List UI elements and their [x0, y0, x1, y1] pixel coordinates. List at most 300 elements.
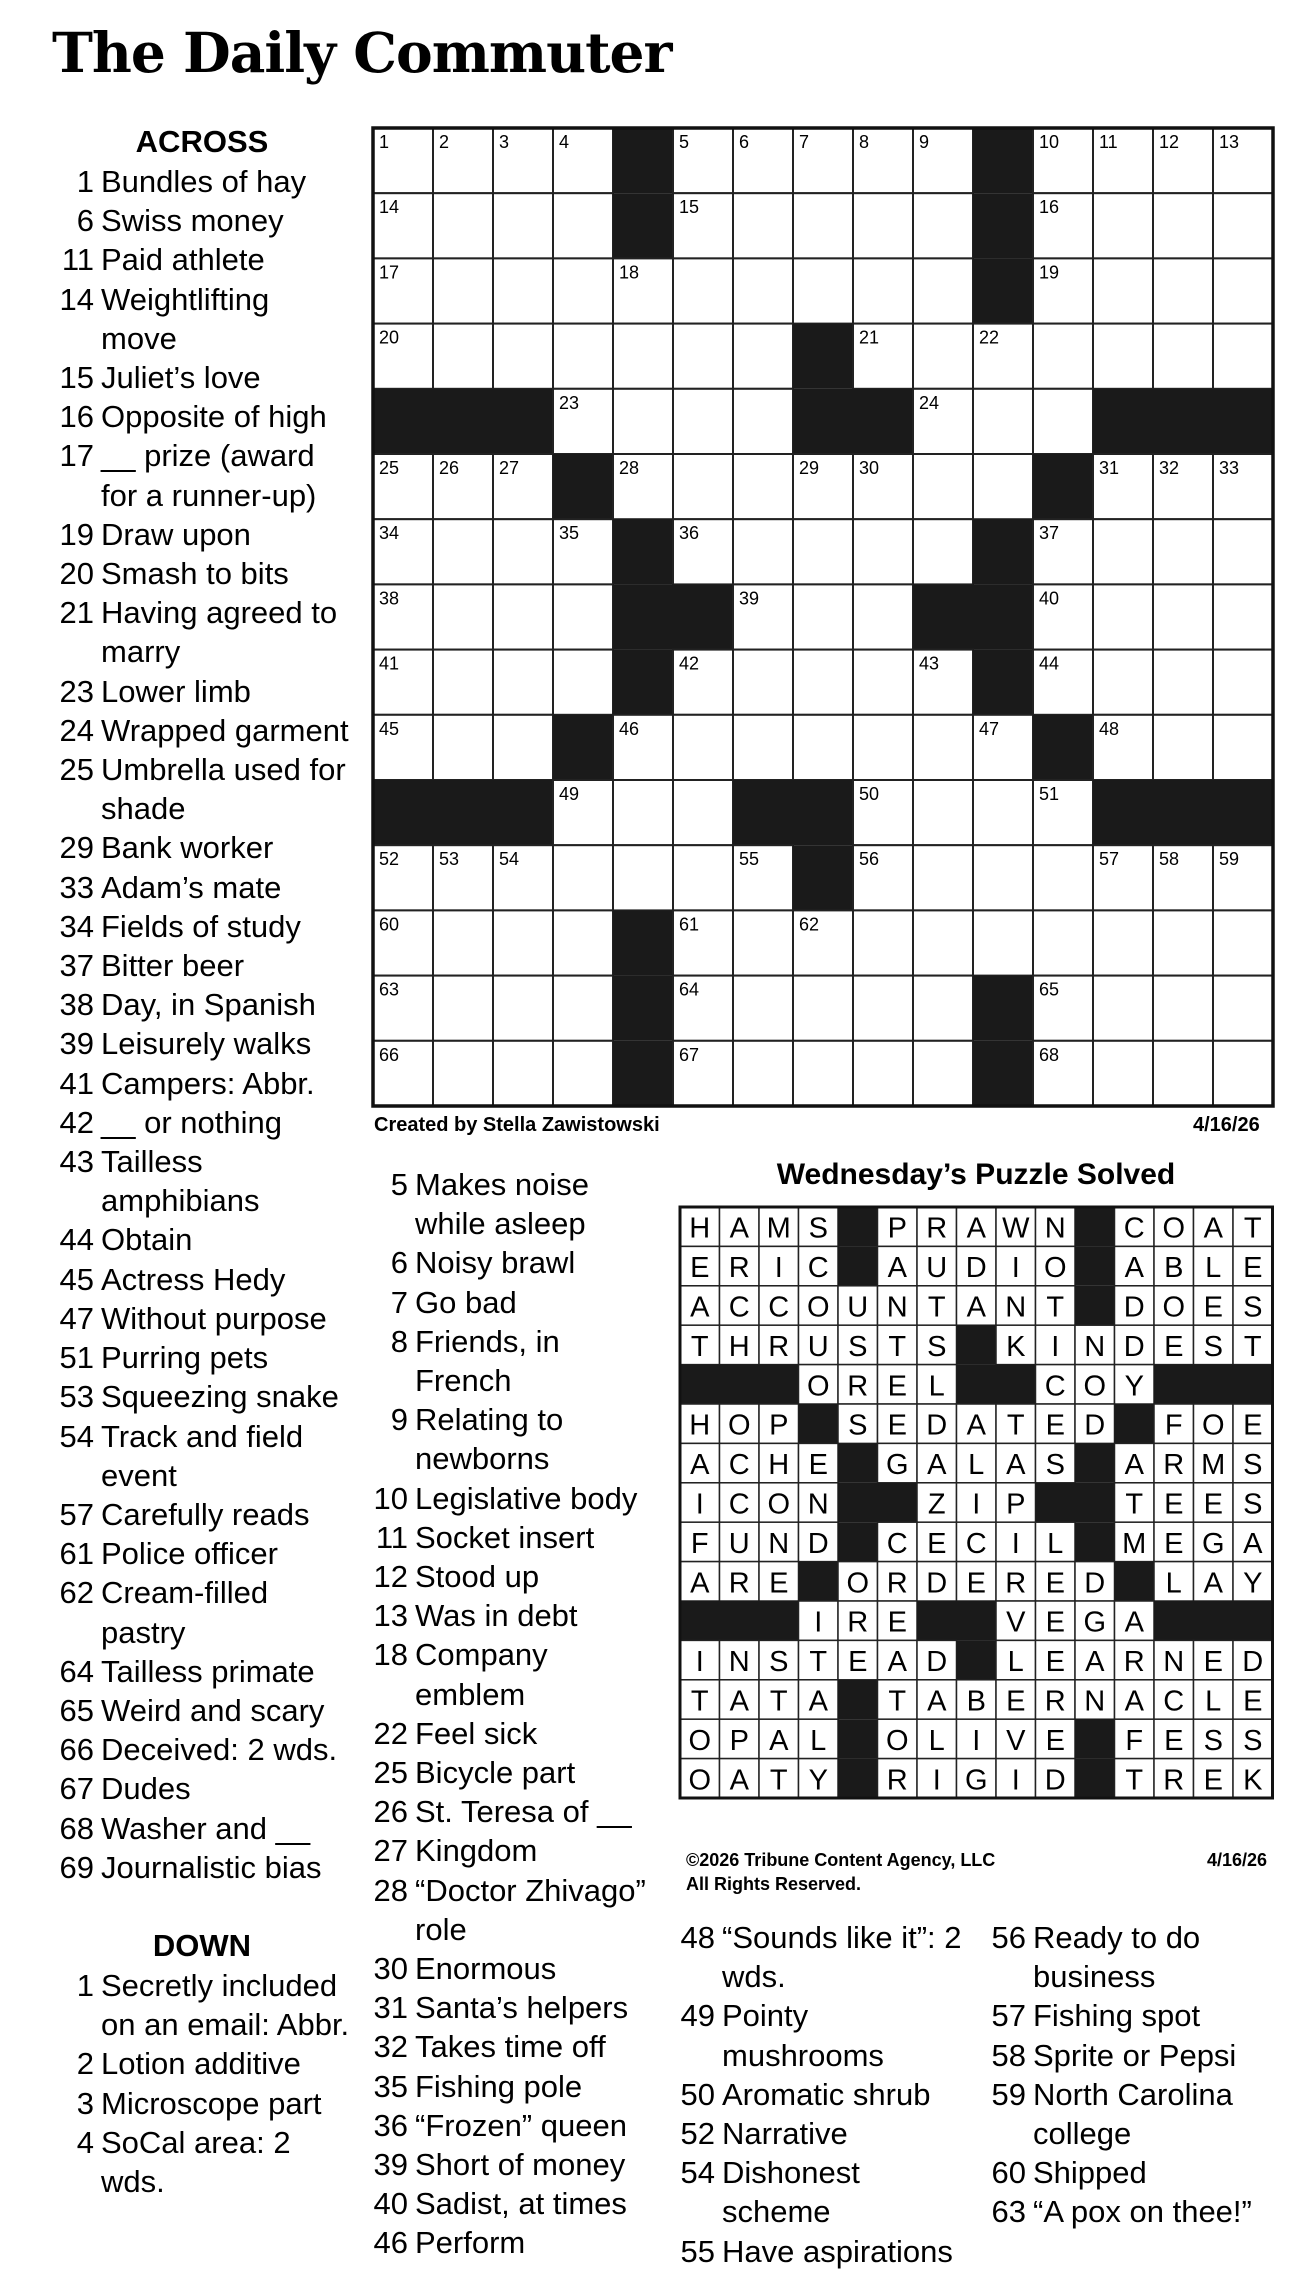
grid-cell[interactable]	[1093, 519, 1153, 584]
grid-cell[interactable]	[853, 910, 913, 975]
grid-cell[interactable]	[1033, 324, 1093, 389]
grid-cell[interactable]	[1213, 584, 1273, 649]
answer-letter: P	[887, 1212, 907, 1245]
black-square	[1213, 780, 1273, 845]
grid-cell[interactable]	[1153, 324, 1213, 389]
grid-cell[interactable]	[1213, 910, 1273, 975]
clue-number: 22	[373, 1715, 408, 1751]
grid-cell[interactable]	[553, 845, 613, 910]
answer-letter: L	[1047, 1527, 1064, 1560]
clue-number: 18	[373, 1637, 408, 1673]
grid-cell[interactable]	[1153, 650, 1213, 715]
clue-number: 68	[59, 1810, 94, 1846]
answer-letter: A	[1243, 1527, 1263, 1560]
clue-number: 31	[373, 1990, 408, 2026]
clue-number: 34	[59, 908, 94, 944]
cell-number: 8	[859, 132, 870, 152]
grid-cell[interactable]	[673, 715, 733, 780]
answer-letter: I	[972, 1488, 981, 1521]
clue-text: Makes noise while asleep	[415, 1167, 590, 1242]
cell-number: 43	[919, 653, 940, 674]
grid-cell[interactable]	[1153, 519, 1213, 584]
grid-cell[interactable]	[673, 258, 733, 323]
answer-letter: D	[1123, 1291, 1145, 1324]
answer-letter: A	[729, 1685, 749, 1718]
grid-cell[interactable]	[433, 976, 493, 1041]
clue-number: 40	[373, 2186, 408, 2222]
clue-text: Swiss money	[101, 203, 284, 239]
solved-date: 4/16/26	[1207, 1850, 1268, 1870]
grid-cell[interactable]	[853, 976, 913, 1041]
black-square	[1115, 1562, 1155, 1601]
clue-number: 69	[59, 1849, 94, 1885]
answer-letter: T	[1125, 1764, 1144, 1797]
clue-text: Paid athlete	[101, 242, 265, 278]
clue-text: Squeezing snake	[101, 1379, 339, 1415]
grid-cell[interactable]	[793, 976, 853, 1041]
cell-number: 6	[739, 132, 750, 152]
answer-letter: R	[886, 1764, 908, 1797]
grid-cell[interactable]	[553, 1041, 613, 1106]
cell-number: 32	[1159, 458, 1180, 478]
clue-text: Carefully reads	[101, 1496, 310, 1532]
black-square	[680, 1365, 720, 1404]
answer-letter: E	[1203, 1291, 1223, 1324]
grid-cell[interactable]	[1213, 976, 1273, 1041]
black-square	[793, 389, 853, 454]
clue-number: 5	[390, 1167, 408, 1202]
black-square	[1194, 1601, 1234, 1640]
grid-cell[interactable]	[613, 324, 673, 389]
grid-cell[interactable]	[493, 910, 553, 975]
black-square	[973, 584, 1033, 649]
black-square	[793, 845, 853, 910]
grid-cell[interactable]	[433, 324, 493, 389]
grid-cell[interactable]	[973, 454, 1033, 519]
answer-letter: S	[808, 1212, 828, 1245]
answer-letter: R	[1044, 1685, 1066, 1718]
grid-cell[interactable]	[733, 258, 793, 323]
grid-cell[interactable]	[493, 1041, 553, 1106]
grid-cell[interactable]	[1153, 258, 1213, 323]
grid-cell[interactable]	[733, 650, 793, 715]
grid-cell[interactable]	[853, 193, 913, 258]
answer-letter: T	[1243, 1330, 1262, 1363]
grid-cell[interactable]	[1213, 258, 1273, 323]
grid-cell[interactable]	[1093, 193, 1153, 258]
cell-number: 10	[1039, 132, 1060, 152]
clue-number: 29	[59, 830, 94, 866]
cell-number: 56	[859, 849, 880, 870]
answer-letter: E	[887, 1606, 907, 1639]
clue-number: 39	[373, 2147, 408, 2183]
grid-cell[interactable]	[433, 1041, 493, 1106]
answer-letter: C	[728, 1449, 750, 1482]
clue-number: 10	[373, 1480, 408, 1516]
clue-text: Bicycle part	[415, 1755, 576, 1791]
clue-text: Washer and __	[101, 1810, 311, 1846]
answer-letter: A	[729, 1764, 749, 1797]
answer-letter: O	[1162, 1212, 1186, 1245]
answer-letter: T	[769, 1685, 788, 1718]
answer-letter: O	[846, 1567, 870, 1600]
grid-cell[interactable]	[433, 910, 493, 975]
grid-cell[interactable]	[433, 715, 493, 780]
grid-cell[interactable]	[553, 650, 613, 715]
grid-cell[interactable]	[913, 976, 973, 1041]
answer-letter: O	[1083, 1370, 1107, 1403]
grid-cell[interactable]	[1153, 1041, 1213, 1106]
answer-letter: A	[1203, 1567, 1223, 1600]
grid-cell[interactable]	[1093, 1041, 1153, 1106]
cell-number: 28	[619, 458, 640, 478]
answer-letter: S	[1203, 1330, 1223, 1363]
cell-number: 11	[1099, 132, 1118, 152]
grid-cell[interactable]	[493, 324, 553, 389]
grid-cell[interactable]	[913, 519, 973, 584]
clue-text: “Sounds like it”: 2 wds.	[722, 1920, 962, 1995]
cell-number: 31	[1099, 458, 1120, 478]
answer-letter: G	[964, 1764, 988, 1797]
puzzle-grid	[373, 128, 1273, 1106]
answer-letter: E	[1164, 1330, 1184, 1363]
grid-cell[interactable]	[613, 389, 673, 454]
grid-cell[interactable]	[1153, 715, 1213, 780]
answer-letter: T	[769, 1764, 788, 1797]
grid-cell[interactable]	[853, 650, 913, 715]
black-square	[1233, 1365, 1273, 1404]
answer-letter: G	[1201, 1527, 1225, 1560]
grid-cell[interactable]	[493, 519, 553, 584]
clue-number: 26	[373, 1794, 408, 1830]
answer-letter: U	[807, 1330, 829, 1363]
across-heading: ACROSS	[135, 124, 269, 159]
answer-letter: N	[1044, 1212, 1066, 1245]
clue-number: 39	[59, 1026, 94, 1062]
grid-cell[interactable]	[1213, 193, 1273, 258]
grid-cell[interactable]	[913, 258, 973, 323]
grid-cell[interactable]	[613, 780, 673, 845]
cell-number: 26	[439, 458, 460, 478]
grid-cell[interactable]	[493, 584, 553, 649]
clue-text: Narrative	[722, 2116, 848, 2152]
clue-text: Bundles of hay	[101, 164, 307, 199]
grid-cell[interactable]	[733, 193, 793, 258]
grid-cell[interactable]	[553, 324, 613, 389]
answer-letter: R	[926, 1212, 948, 1245]
black-square	[996, 1365, 1036, 1404]
clue-number: 2	[76, 2046, 94, 2082]
grid-cell[interactable]	[673, 845, 733, 910]
grid-cell[interactable]	[733, 519, 793, 584]
grid-cell[interactable]	[853, 1041, 913, 1106]
answer-letter: U	[728, 1527, 750, 1560]
black-square	[973, 650, 1033, 715]
clue-text: Noisy brawl	[415, 1245, 576, 1281]
grid-cell[interactable]	[433, 519, 493, 584]
answer-letter: E	[1164, 1488, 1184, 1521]
black-square	[613, 519, 673, 584]
clue-text: Fishing spot	[1033, 1998, 1201, 2034]
cell-number: 34	[379, 523, 400, 544]
grid-cell[interactable]	[553, 258, 613, 323]
grid-cell[interactable]	[853, 715, 913, 780]
answer-letter: B	[966, 1685, 986, 1718]
answer-letter: L	[1205, 1685, 1222, 1718]
grid-cell[interactable]	[673, 389, 733, 454]
grid-cell[interactable]	[973, 845, 1033, 910]
clue-text: Ready to do business	[1033, 1920, 1201, 1995]
answer-letter: A	[729, 1212, 749, 1245]
grid-cell[interactable]	[553, 976, 613, 1041]
grid-cell[interactable]	[1093, 650, 1153, 715]
answer-letter: H	[728, 1330, 750, 1363]
grid-cell[interactable]	[1093, 258, 1153, 323]
clue-number: 53	[59, 1379, 94, 1415]
grid-cell[interactable]	[793, 650, 853, 715]
black-square	[957, 1325, 997, 1364]
grid-cell[interactable]	[733, 1041, 793, 1106]
black-square	[973, 1041, 1033, 1106]
grid-cell[interactable]	[793, 519, 853, 584]
grid-cell[interactable]	[613, 845, 673, 910]
grid-cell[interactable]	[673, 324, 733, 389]
black-square	[799, 1562, 839, 1601]
cell-number: 12	[1159, 132, 1180, 152]
cell-number: 53	[439, 849, 460, 870]
answer-letter: N	[728, 1646, 750, 1679]
answer-letter: S	[1243, 1724, 1263, 1757]
clue-number: 11	[61, 242, 94, 278]
answer-letter: I	[695, 1488, 704, 1521]
grid-cell[interactable]	[733, 324, 793, 389]
grid-cell[interactable]	[853, 519, 913, 584]
down-heading: DOWN	[152, 1927, 252, 1963]
cell-number: 39	[739, 588, 760, 609]
clue-number: 45	[59, 1261, 94, 1297]
clue-text: Lotion additive	[101, 2046, 301, 2082]
answer-letter: N	[1084, 1685, 1106, 1718]
clue-text: Police officer	[101, 1536, 278, 1572]
clue-number: 47	[59, 1300, 94, 1336]
clue-number: 8	[390, 1323, 408, 1359]
black-square	[613, 193, 673, 258]
answer-letter: E	[1203, 1646, 1223, 1679]
grid-cell[interactable]	[1153, 910, 1213, 975]
clue-text: Bitter beer	[101, 948, 245, 984]
grid-cell[interactable]	[433, 584, 493, 649]
clue-number: 55	[680, 2233, 715, 2269]
grid-cell[interactable]	[733, 976, 793, 1041]
cell-number: 22	[979, 327, 1000, 348]
grid-cell[interactable]	[973, 780, 1033, 845]
cell-number: 30	[859, 458, 880, 478]
grid-cell[interactable]	[1093, 910, 1153, 975]
black-square	[1033, 715, 1093, 780]
clue-text: Sprite or Pepsi	[1033, 2037, 1237, 2073]
grid-cell[interactable]	[793, 715, 853, 780]
page-title: The Daily Commuter	[52, 20, 672, 85]
grid-cell[interactable]	[1213, 1041, 1273, 1106]
grid-cell[interactable]	[913, 1041, 973, 1106]
clue-text: Friends, in French	[415, 1323, 560, 1399]
cell-number: 29	[799, 458, 820, 478]
black-square	[433, 780, 493, 845]
answer-letter: E	[966, 1567, 986, 1600]
grid-cell[interactable]	[1033, 910, 1093, 975]
grid-cell[interactable]	[1213, 715, 1273, 780]
grid-cell[interactable]	[1153, 193, 1213, 258]
answer-letter: P	[1006, 1488, 1026, 1521]
answer-letter: V	[1006, 1606, 1026, 1639]
black-square	[793, 324, 853, 389]
answer-letter: A	[769, 1724, 789, 1757]
answer-letter: A	[1085, 1646, 1105, 1679]
cell-number: 16	[1039, 197, 1060, 218]
black-square	[493, 780, 553, 845]
grid-cell[interactable]	[913, 193, 973, 258]
answer-letter: H	[689, 1409, 711, 1442]
clue-text: Without purpose	[101, 1300, 327, 1336]
grid-cell[interactable]	[733, 389, 793, 454]
answer-letter: F	[1125, 1724, 1144, 1757]
grid-cell[interactable]	[913, 845, 973, 910]
grid-cell[interactable]	[913, 715, 973, 780]
cell-number: 49	[559, 784, 580, 804]
clue-number: 33	[59, 869, 94, 905]
answer-letter: R	[728, 1252, 750, 1285]
answer-letter: D	[1123, 1330, 1145, 1363]
solved-heading: Wednesday’s Puzzle Solved	[776, 1158, 1176, 1191]
grid-cell[interactable]	[1153, 584, 1213, 649]
answer-letter: V	[1006, 1724, 1026, 1757]
black-square	[613, 910, 673, 975]
grid-cell[interactable]	[853, 584, 913, 649]
grid-cell[interactable]	[793, 258, 853, 323]
grid-cell[interactable]	[793, 193, 853, 258]
answer-letter: K	[1243, 1764, 1263, 1797]
grid-cell[interactable]	[913, 454, 973, 519]
grid-cell[interactable]	[553, 193, 613, 258]
answer-letter: R	[1123, 1646, 1145, 1679]
grid-cell[interactable]	[1213, 650, 1273, 715]
answer-letter: D	[807, 1527, 829, 1560]
grid-cell[interactable]	[1213, 324, 1273, 389]
cell-number: 44	[1039, 653, 1060, 674]
grid-cell[interactable]	[1093, 324, 1153, 389]
answer-letter: E	[1203, 1488, 1223, 1521]
black-square	[1036, 1483, 1076, 1522]
grid-cell[interactable]	[853, 258, 913, 323]
grid-cell[interactable]	[733, 910, 793, 975]
grid-cell[interactable]	[913, 910, 973, 975]
grid-cell[interactable]	[1093, 584, 1153, 649]
grid-cell[interactable]	[913, 324, 973, 389]
answer-letter: K	[1006, 1330, 1026, 1363]
answer-letter: I	[932, 1764, 941, 1797]
grid-cell[interactable]	[1033, 389, 1093, 454]
grid-cell[interactable]	[1153, 976, 1213, 1041]
black-square	[973, 193, 1033, 258]
answer-letter: R	[1005, 1567, 1027, 1600]
black-square	[1093, 780, 1153, 845]
answer-letter: S	[1243, 1488, 1263, 1521]
cell-number: 13	[1219, 132, 1240, 152]
cell-number: 54	[499, 849, 520, 870]
answer-letter: L	[1205, 1252, 1222, 1285]
grid-cell[interactable]	[793, 1041, 853, 1106]
black-square	[553, 454, 613, 519]
clue-number: 4	[76, 2124, 94, 2160]
grid-cell[interactable]	[793, 584, 853, 649]
black-square	[838, 1207, 878, 1246]
clue-number: 24	[59, 712, 94, 748]
grid-cell[interactable]	[1093, 976, 1153, 1041]
black-square	[1075, 1759, 1115, 1798]
clue-number: 3	[76, 2085, 94, 2121]
answer-letter: C	[1044, 1370, 1066, 1403]
clue-number: 48	[680, 1920, 715, 1955]
grid-cell[interactable]	[553, 584, 613, 649]
clue-number: 19	[59, 516, 94, 552]
grid-cell[interactable]	[493, 715, 553, 780]
grid-cell[interactable]	[553, 910, 613, 975]
grid-cell[interactable]	[433, 650, 493, 715]
cell-number: 9	[919, 132, 930, 152]
clue-text: Weightlifting move	[101, 281, 270, 356]
answer-letter: N	[886, 1291, 908, 1324]
clue-text: Go bad	[415, 1284, 517, 1320]
grid-cell[interactable]	[733, 715, 793, 780]
clue-text: Lower limb	[101, 673, 251, 709]
clue-text: Tailless amphibians	[101, 1144, 260, 1219]
grid-cell[interactable]	[1033, 845, 1093, 910]
answer-letter: D	[1084, 1409, 1106, 1442]
grid-cell[interactable]	[433, 258, 493, 323]
black-square	[1033, 454, 1093, 519]
answer-letter: U	[926, 1252, 948, 1285]
grid-cell[interactable]	[973, 910, 1033, 975]
grid-cell[interactable]	[673, 454, 733, 519]
clue-number: 30	[373, 1951, 408, 1987]
grid-cell[interactable]	[733, 454, 793, 519]
grid-cell[interactable]	[493, 976, 553, 1041]
clue-text: Santa’s helpers	[415, 1990, 629, 2026]
grid-cell[interactable]	[493, 650, 553, 715]
cell-number: 25	[379, 458, 400, 478]
clue-text: Dudes	[101, 1771, 191, 1807]
clue-text: Opposite of high	[101, 399, 327, 435]
grid-cell[interactable]	[673, 780, 733, 845]
clue-text: Company emblem	[415, 1637, 548, 1712]
clue-number: 6	[390, 1245, 408, 1281]
answer-letter: E	[1164, 1527, 1184, 1560]
black-square	[673, 584, 733, 649]
grid-cell[interactable]	[973, 389, 1033, 454]
clue-number: 7	[390, 1284, 408, 1320]
grid-cell[interactable]	[913, 780, 973, 845]
clue-text: Shipped	[1033, 2155, 1147, 2191]
answer-letter: F	[1164, 1409, 1183, 1442]
grid-cell[interactable]	[493, 193, 553, 258]
clue-text: Campers: Abbr.	[101, 1065, 315, 1101]
answer-letter: C	[965, 1527, 987, 1560]
answer-letter: E	[1243, 1685, 1263, 1718]
grid-cell[interactable]	[493, 258, 553, 323]
grid-cell[interactable]	[433, 193, 493, 258]
answer-letter: E	[769, 1567, 789, 1600]
grid-cell[interactable]	[1213, 519, 1273, 584]
